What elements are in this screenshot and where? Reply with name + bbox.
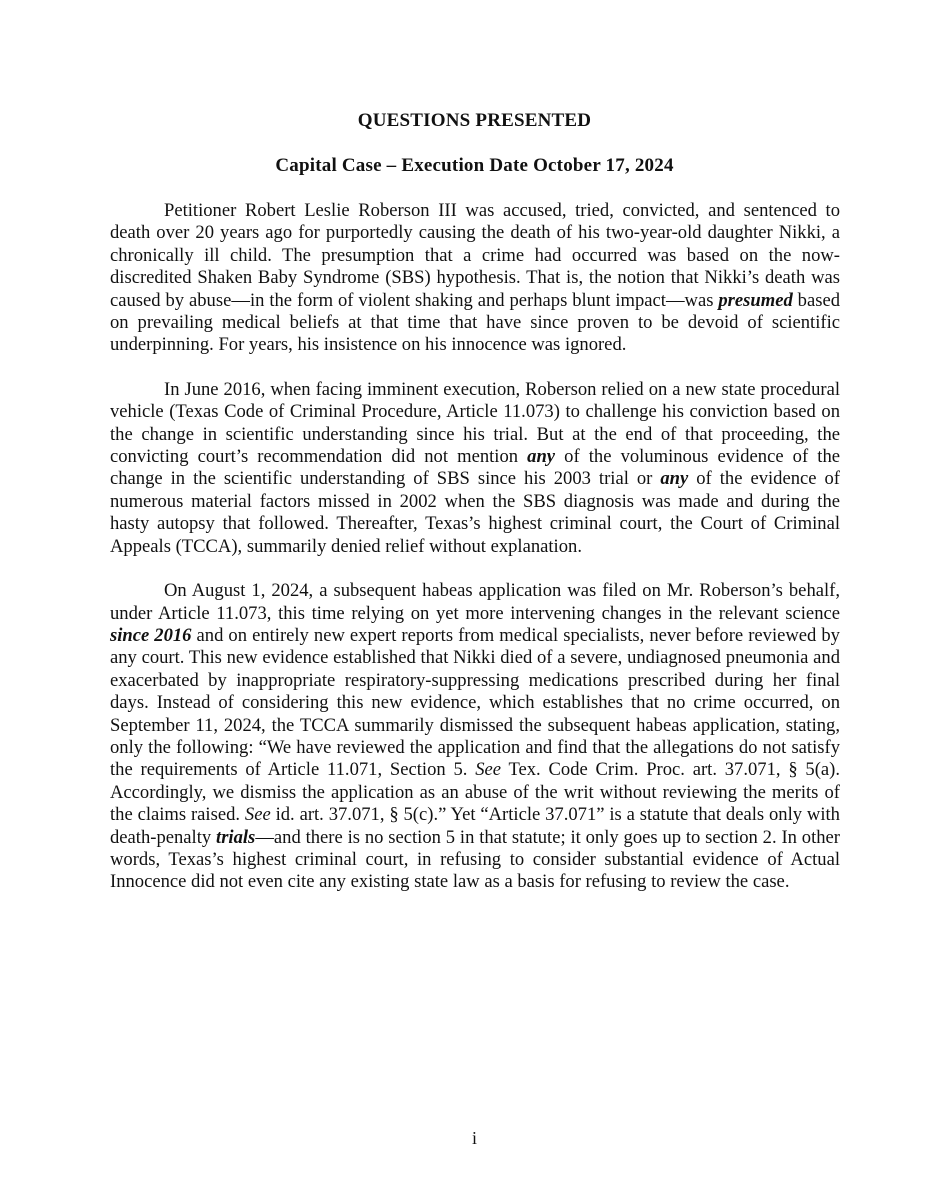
emphasis-text: any xyxy=(660,468,689,490)
text-segment: In June 2016, when facing imminent execution, Roberson relied on a new state procedural vehicle (Texas Code of Criminal Procedure, Article 11.073) to challenge his conviction based on the change in scientific understanding since his trial. But at the end of that proceeding, the convicting court’s recommendation did not mention xyxy=(110,378,840,468)
text-segment: based on prevailing medical beliefs at that time that have since proven to be devoid of scientific underpinning. For years, his insistence on his innocence was ignored. xyxy=(110,289,840,356)
text-segment: Petitioner Robert Leslie Roberson III was accused, tried, convicted, and sentenced to death over 20 years ago for purportedly causing the death of his two-year-old daughter Nikki, a chronically ill child. The presumption that a crime had occurred was based on the now-discredited Shaken Baby Syndrome (SBS) hypothesis. That is, the notion that Nikki’s death was caused by abuse—in the form of violent shaking and perhaps blunt impact—was xyxy=(110,200,840,311)
paragraph-1 xyxy=(110,200,840,357)
text-segment: of the voluminous evidence of the change in the scientific understanding of SBS since his 2003 trial or xyxy=(110,446,840,490)
text-segment: id. art. 37.071, § 5(c).” Yet “Article 37.071” is a statute that deals only with death-penalty xyxy=(110,804,840,848)
emphasis-text: any xyxy=(527,446,556,468)
document-body xyxy=(110,200,840,916)
text-segment: and on entirely new expert reports from medical specialists, never before reviewed by any court. This new evidence established that Nikki died of a severe, undiagnosed pneumonia and exacerbated by inappropriate respiratory-suppressing medications prescribed during her final days. Instead of considering this new evidence, which establishes that no crime occurred, on September 11, 2024, the TCCA summarily dismissed the subsequent habeas application, stating, only the following: “We have reviewed the application and find that the allegations do not satisfy the requirements of Article 11.071, Section 5. xyxy=(110,624,840,781)
document-subtitle: Capital Case – Execution Date October 17, 2024 xyxy=(275,155,674,176)
document-title: QUESTIONS PRESENTED xyxy=(357,110,592,131)
text-segment: Tex. Code Crim. Proc. art. 37.071, § 5(a). Accordingly, we dismiss the application as an abuse of the writ without reviewing the merits of the claims raised. xyxy=(110,759,840,826)
emphasis-text: presumed xyxy=(718,289,793,311)
paragraph-2 xyxy=(110,379,840,558)
text-segment: of the evidence of numerous material factors missed in 2002 when the SBS diagnosis was made and during the hasty autopsy that followed. Thereafter, Texas’s highest criminal court, the Court of Criminal Appeals (TCCA), summarily denied relief without explanation. xyxy=(110,468,840,557)
emphasis-text: since 2016 xyxy=(110,624,192,646)
citation-signal: See xyxy=(475,759,501,781)
emphasis-text: trials xyxy=(216,826,256,848)
text-segment: On August 1, 2024, a subsequent habeas application was filed on Mr. Roberson’s behalf, under Article 11.073, this time relying on yet more intervening changes in the relevant science xyxy=(110,580,840,624)
citation-signal: See xyxy=(244,804,271,826)
paragraph-3 xyxy=(110,580,840,894)
text-segment: —and there is no section 5 in that statute; it only goes up to section 2. In other words, Texas’s highest criminal court, in refusing to consider substantial evidence of Actual Innocence did not even cite any existing state law as a basis for refusing to review the case. xyxy=(110,826,840,893)
page-number: i xyxy=(471,1128,477,1148)
